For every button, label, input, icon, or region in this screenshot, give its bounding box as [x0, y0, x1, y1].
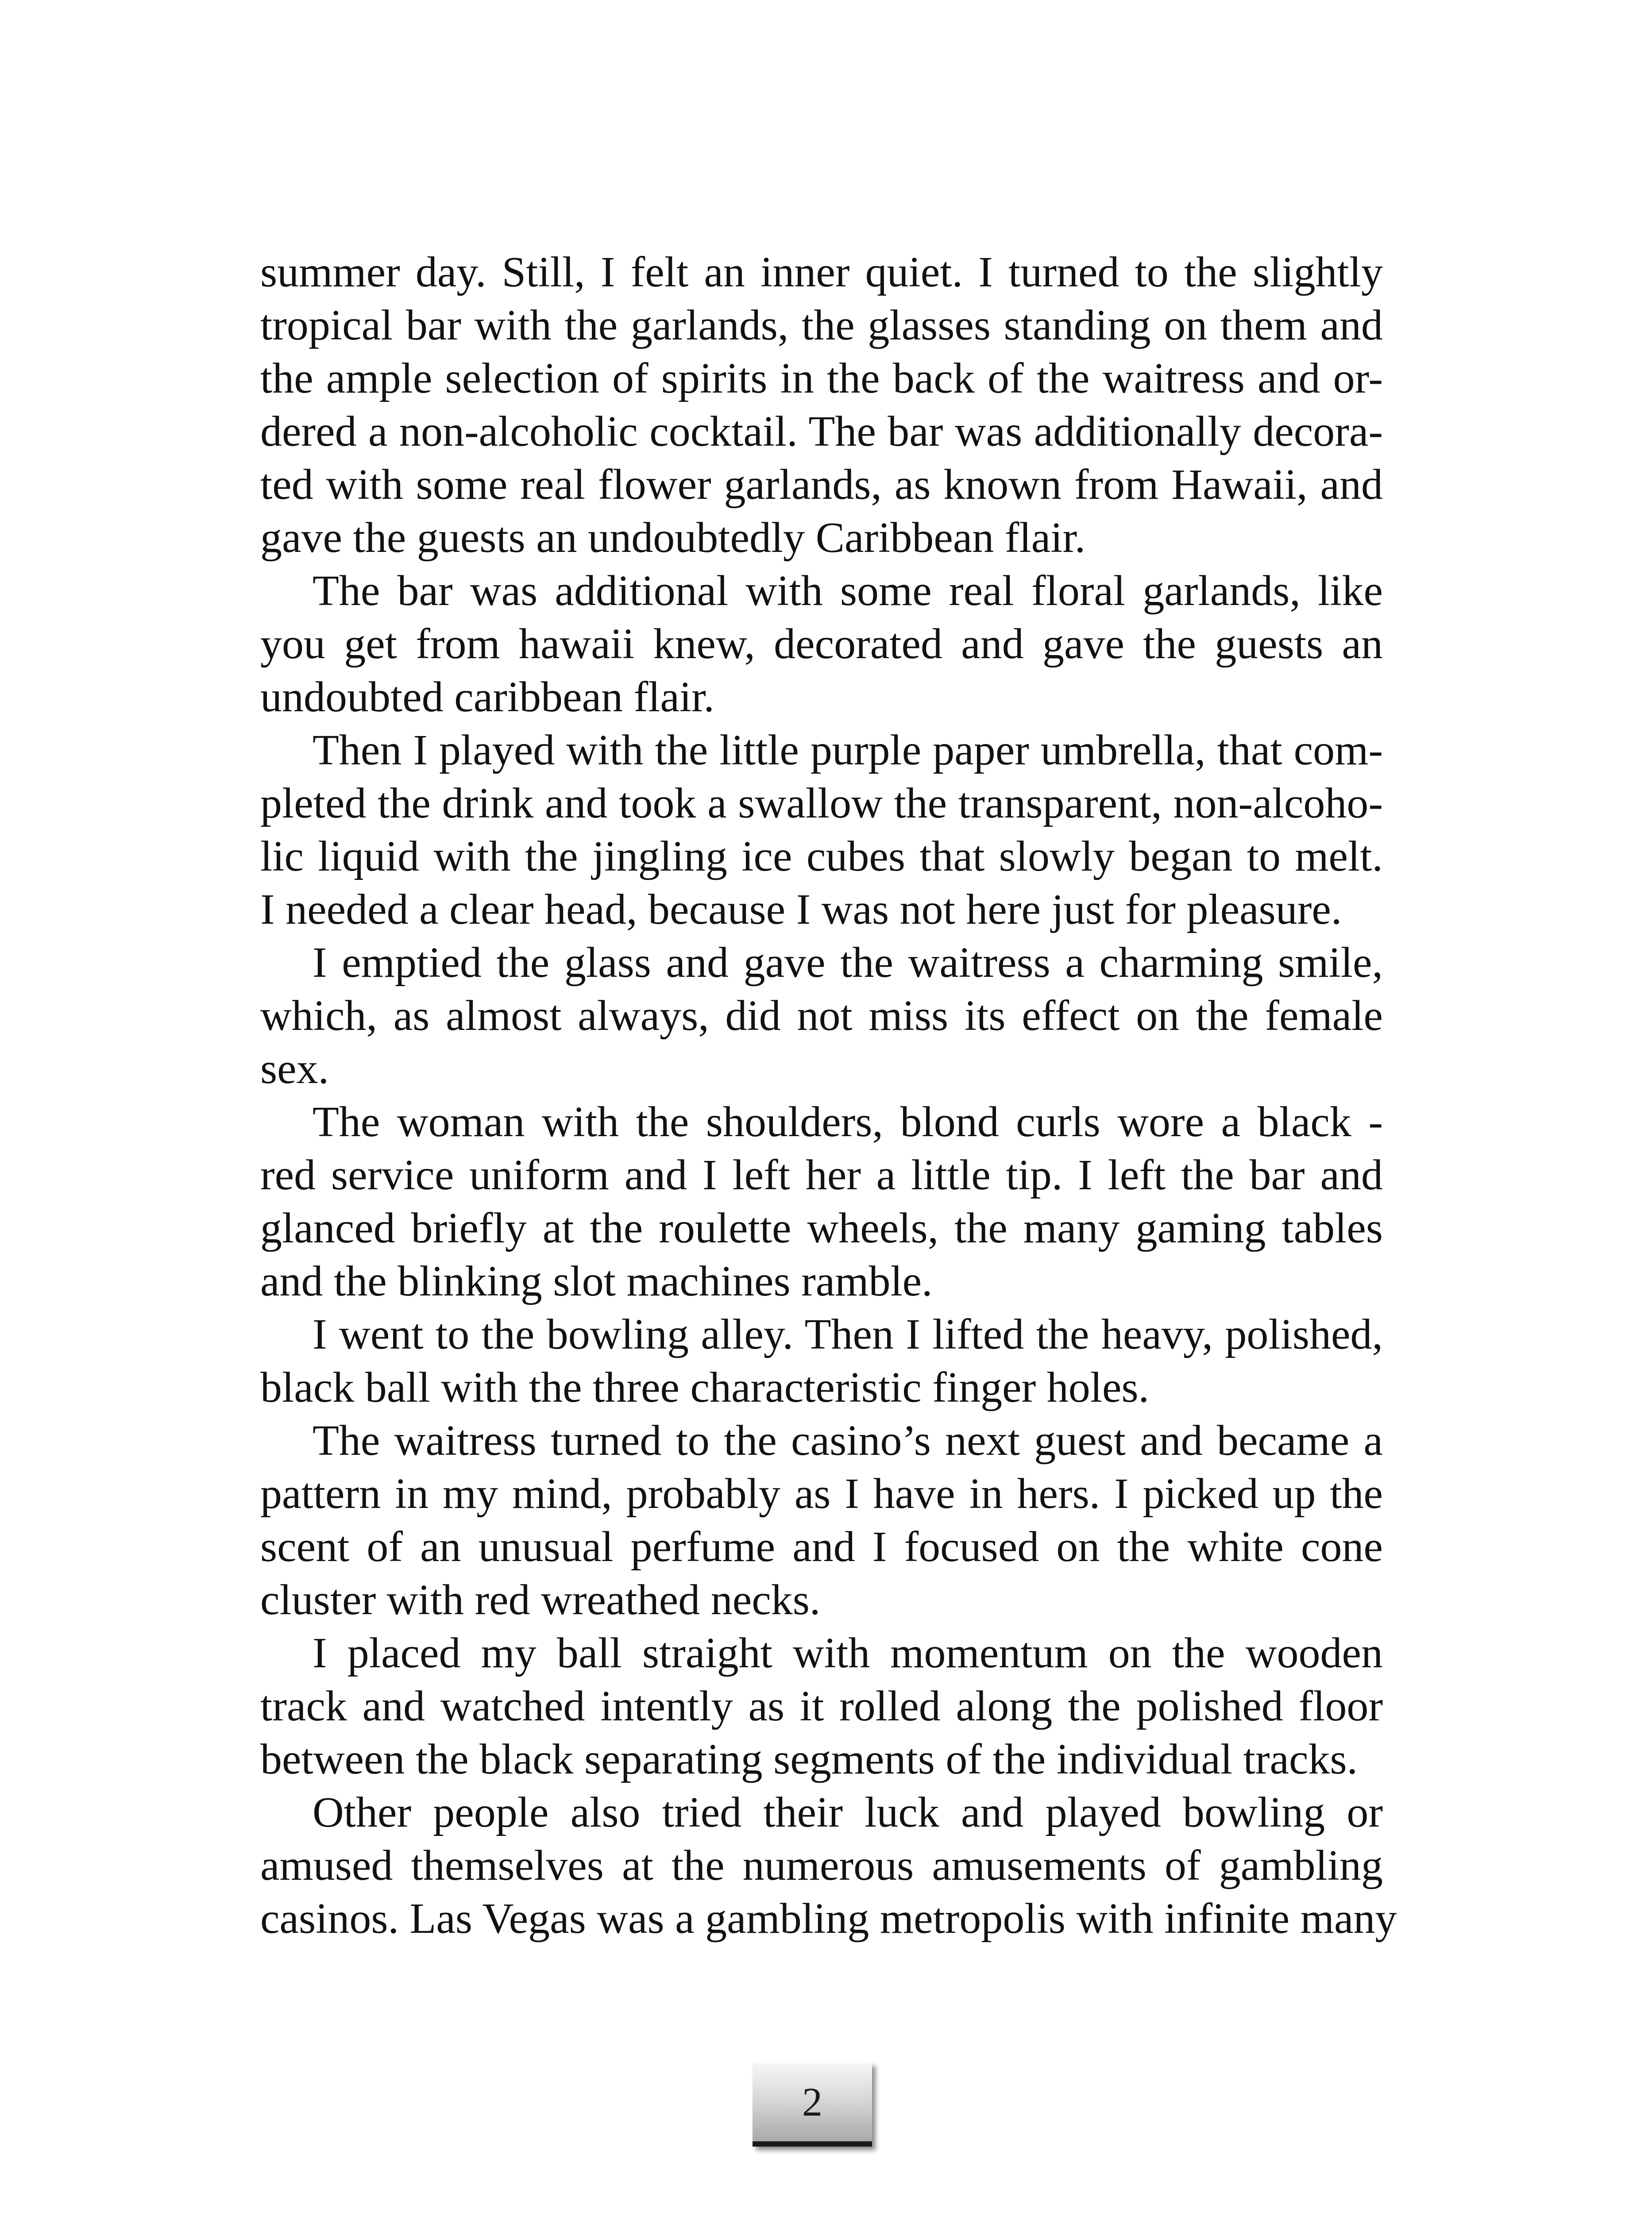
text-line: Then I played with the little purple paper umbrella, that com- — [313, 726, 1383, 774]
text-line: glanced briefly at the roulette wheels, the many gaming tables — [260, 1204, 1383, 1252]
text-line: cluster with red wreathed necks. — [260, 1576, 821, 1624]
paragraph — [260, 246, 1383, 564]
paragraph — [260, 936, 1383, 1095]
text-line: track and watched intently as it rolled along the polished floor — [260, 1682, 1383, 1730]
text-line: The waitress turned to the casino’s next guest and became a — [313, 1417, 1383, 1465]
text-line: black ball with the three characteristic finger holes. — [260, 1364, 1150, 1411]
text-line: scent of an unusual perfume and I focused on the white cone — [260, 1523, 1383, 1571]
text-line: The bar was additional with some real floral garlands, like — [313, 567, 1383, 615]
paragraph — [260, 1095, 1383, 1308]
paragraph — [260, 1786, 1397, 1945]
text-line: gave the guests an undoubtedly Caribbean flair. — [260, 514, 1086, 562]
text-line: the ample selection of spirits in the back of the waitress and or- — [260, 355, 1383, 402]
paragraph — [260, 1308, 1383, 1414]
text-line: sex. — [260, 1045, 329, 1093]
text-line: pleted the drink and took a swallow the transparent, non-alcoho- — [260, 779, 1383, 827]
paragraph — [260, 724, 1383, 936]
text-line: lic liquid with the jingling ice cubes that slowly began to melt. — [260, 833, 1383, 880]
text-line: ted with some real flower garlands, as known from Hawaii, and — [260, 461, 1383, 509]
text-line: pattern in my mind, probably as I have in hers. I picked up the — [260, 1470, 1383, 1518]
page-number-badge — [753, 2063, 872, 2147]
text-line: casinos. Las Vegas was a gambling metropolis with infinite many — [260, 1895, 1397, 1943]
text-line: which, as almost always, did not miss its effect on the female — [260, 992, 1383, 1040]
paragraph — [260, 1414, 1383, 1627]
paragraph — [260, 1627, 1383, 1786]
text-line: you get from hawaii knew, decorated and gave the guests an — [260, 620, 1383, 668]
text-line: I went to the bowling alley. Then I lifted the heavy, polished, — [313, 1311, 1383, 1358]
text-line: amused themselves at the numerous amusements of gambling — [260, 1842, 1383, 1889]
text-line: The woman with the shoulders, blond curls wore a black - — [313, 1098, 1383, 1146]
paragraph — [260, 564, 1383, 724]
text-line: red service uniform and I left her a little tip. I left the bar and — [260, 1151, 1383, 1199]
text-line: tropical bar with the garlands, the glasses standing on them and — [260, 301, 1383, 349]
text-line: summer day. Still, I felt an inner quiet. I turned to the slightly — [260, 248, 1383, 296]
body-text — [260, 246, 1397, 1945]
text-line: between the black separating segments of the individual tracks. — [260, 1735, 1358, 1783]
text-line: I needed a clear head, because I was not here just for pleasure. — [260, 886, 1342, 933]
text-line: I emptied the glass and gave the waitress a charming smile, — [313, 939, 1383, 987]
text-line: undoubted caribbean flair. — [260, 673, 714, 721]
text-line: dered a non-alcoholic cocktail. The bar was additionally decora- — [260, 408, 1383, 455]
text-line: and the blinking slot machines ramble. — [260, 1257, 933, 1305]
page-number: 2 — [802, 2079, 822, 2124]
text-line: Other people also tried their luck and played bowling or — [313, 1789, 1383, 1836]
text-line: I placed my ball straight with momentum on the wooden — [313, 1629, 1383, 1677]
